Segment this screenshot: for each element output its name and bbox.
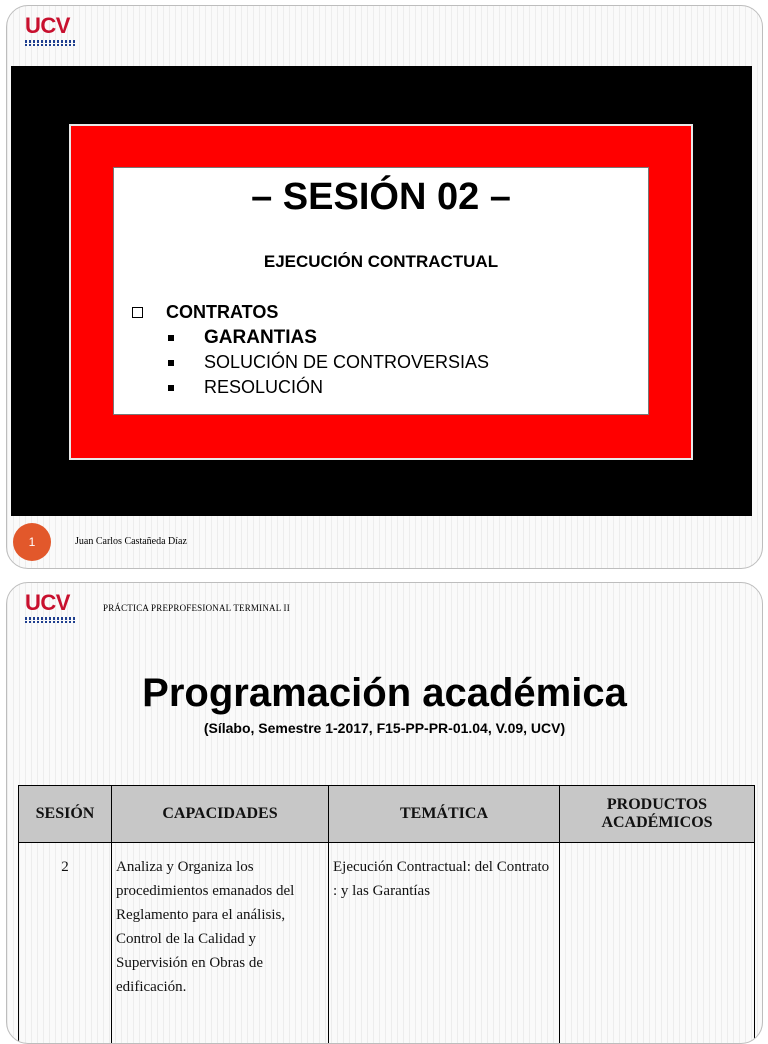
subtopic: GARANTIAS: [204, 325, 317, 350]
header-tematica: TEMÁTICA: [329, 786, 560, 843]
cell-sesion: 2: [19, 843, 112, 1044]
page-title: Programación académica: [7, 671, 762, 716]
cell-capacidades: Analiza y Organiza los procedimientos emanados del Reglamento para el análisis, Control de la Calidad y Supervisión en Obras de edificación.: [112, 843, 329, 1044]
square-bullet-icon: [168, 360, 174, 366]
subtopic: RESOLUCIÓN: [204, 375, 323, 400]
header-capacidades: CAPACIDADES: [112, 786, 329, 843]
subtopic: SOLUCIÓN DE CONTROVERSIAS: [204, 350, 489, 375]
ucv-logo: UCV: [25, 591, 83, 623]
header-sesion: SESIÓN: [19, 786, 112, 843]
square-bullet-icon: [168, 385, 174, 391]
cell-tematica: Ejecución Contractual: del Contrato : y las Garantías: [329, 843, 560, 1044]
header-productos: PRODUCTOS ACADÉMICOS: [560, 786, 755, 843]
square-bullet-icon: [168, 335, 174, 341]
schedule-table: [18, 785, 755, 1044]
session-content-box: [113, 167, 649, 415]
black-frame: [11, 66, 752, 516]
page-number-badge: 1: [13, 523, 51, 561]
red-frame: [69, 124, 693, 460]
session-subtitle: EJECUCIÓN CONTRACTUAL: [114, 252, 648, 272]
slide-2: [6, 582, 763, 1044]
session-title: – SESIÓN 02 –: [114, 176, 648, 219]
course-name: PRÁCTICA PREPROFESIONAL TERMINAL II: [103, 603, 290, 613]
table-header-row: [19, 786, 755, 843]
ucv-logo: UCV: [25, 14, 83, 46]
cell-productos: [560, 843, 755, 1044]
page-subtitle: (Sílabo, Semestre 1-2017, F15-PP-PR-01.04, V.09, UCV): [7, 720, 762, 736]
slide-1: [6, 5, 763, 569]
main-topic: CONTRATOS: [166, 300, 278, 325]
author-name: Juan Carlos Castañeda Díaz: [75, 536, 187, 547]
table-row: [19, 843, 755, 1044]
checkbox-bullet-icon: [132, 307, 143, 318]
